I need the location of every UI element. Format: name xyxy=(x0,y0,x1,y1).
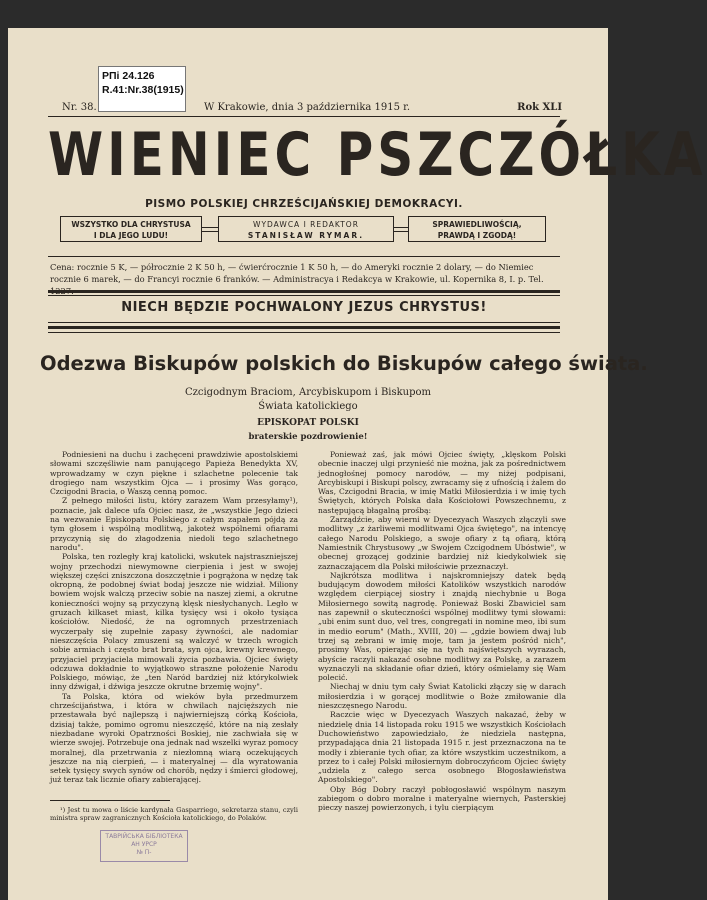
footnote: ¹) Jest tu mowa o liście kardynała Gasparriego, sekretarza stanu, czyli ministra spraw zagranicznych Kościoła katolickiego, do Polaków. xyxy=(50,806,298,822)
archive-label xyxy=(98,66,186,112)
motto-connector xyxy=(394,227,408,232)
issue-date: W Krakowie, dnia 3 października 1915 r. xyxy=(204,102,411,113)
paragraph: Niechaj w dniu tym cały Świat Katolicki złączy się w darach miłosierdzia i w gorącej modlitwie o Boże zmiłowanie dla nieszczęsnego Narodu. xyxy=(318,682,566,711)
issue-year: Rok XLI xyxy=(517,102,562,113)
archive-label-line1: PПi 24.126 xyxy=(102,70,155,82)
library-stamp xyxy=(100,830,188,862)
motto-right-line1: SPRAWIEDLIWOŚCIĄ, xyxy=(432,220,522,229)
greeting: NIECH BĘDZIE POCHWALONY JEZUS CHRYSTUS! xyxy=(121,300,487,315)
sender: EPISKOPAT POLSKI xyxy=(257,418,359,428)
article-column-right xyxy=(318,450,566,813)
masthead-top-rule xyxy=(48,116,560,117)
paragraph: Zarządźcie, aby wierni w Dyecezyach Waszych złączyli swe modlitwy „z żarliwemi modlitwami Ojca świętego", na intencyę całego Narodu Polskiego, a swoje ofiary z tą ofiarą, którą Namiestnik Chrystusowy „w Swojem Czcigodnem Ubóstwie", w obecnej grozącej godzinie bardziej niż kiedykolwiek się zaznaczającem dla Polski miłościwie przeznaczył. xyxy=(318,515,566,571)
masthead-title: WIENIEC PSZCZÓŁKA xyxy=(48,120,707,190)
rule xyxy=(48,326,560,329)
address-line2: Świata katolickiego xyxy=(258,401,358,412)
rule xyxy=(48,332,560,333)
address-line1: Czcigodnym Braciom, Arcybiskupom i Biskupom xyxy=(184,387,432,398)
motto-connector xyxy=(202,227,218,232)
rule xyxy=(48,322,560,323)
editor-label: WYDAWCA I REDAKTOR xyxy=(253,220,359,229)
article-column-left xyxy=(50,450,298,785)
paragraph: Polska, ten rozległy kraj katolicki, wskutek najstraszniejszej wojny przechodzi niewymowne cierpienia i jest w swojej większej części zniszczona doszczętnie i pogrążona w nędzę tak okropną, że podobnej świat bodaj jeszcze nie widział. Miliony bowiem wojsk walczą przeciw sobie na naszej ziemi, a okrutne konieczności wojny są przyczyną klęsk niesłychanych. Legło w gruzach kilkaset miast, kilka tysięcy wsi i około tysiąca kościołów. Niedość, że na ogromnych przestrzeniach wyczerpały się zupełnie zapasy żywności, ale nadomiar nieszczęścia Polacy zmuszeni są walczyć w trzech wrogich sobie armiach i często brat brata, syn ojca, krewny krewnego, przyjaciel przyjaciela mimowali życia pozbawia. Ojciec święty odczuwa dokładnie to wyjątkowo straszne położenie Narodu Polskiego, mówiąc, że „ten Naród bardziej niż którykolwiek inny dźwigał, i dźwiga jeszcze okrutne brzemię wojny". xyxy=(50,552,298,692)
rule xyxy=(48,256,560,257)
paragraph: Raczcie więc w Dyecezyach Waszych nakazać, żeby w niedzielę dnia 14 listopada roku 1915 we wszystkich Kościołach Duchowieństwo zapowiedziało, że niedziela następna, przypadająca dnia 21 listopada 1915 r. jest przeznaczona na te modły i zbieranie tych ofiar, za które wszystkim uczestnikom, a przez to i całej Polski miłosiernym dobroczyńcom Ojciec święty „udziela z całego serca osobnego Błogosławieństwa Apostolskiego". xyxy=(318,710,566,785)
article-headline: Odezwa Biskupów polskich do Biskupów całego świata. xyxy=(40,352,648,375)
newspaper-page xyxy=(8,28,707,900)
prices-line1: Cena: rocznie 5 K, — półrocznie 2 K 50 h, — ćwierćrocznie 1 K 50 h, — do Ameryki rocznie 2 dolary, — do Niemiec xyxy=(50,262,534,272)
motto-left-line2: I DLA JEGO LUDU! xyxy=(93,231,169,240)
paragraph: Najkrótsza modlitwa i najskromniejszy datek będą budującym dowodem miłości Katolików wszystkich narodów względem cierpiącej siostry i znajdą niechybnie u Boga Miłosiernego sowitą nagrodę. Ponieważ Boski Zbawiciel sam nas zapewnił o skuteczności wspólnej modlitwy tymi słowami: „ubi enim sunt duo, vel tres, congregati in nomine meo, ibi sum in medio eorum" (Math., XVIII, 20) — „gdzie bowiem dwaj lub trzej są zebrani w imię moje, tam ja jestem pośród nich", prosimy Was, opierając się na tych najświętszych wyrazach, abyście raczyli nakazać osobne modlitwy za Polskę, a zarazem wyznaczyli na składanie ofiar dzień, który ośmielamy się Wam polecić. xyxy=(318,570,566,683)
motto-left-line1: WSZYSTKO DLA CHRYSTUSA xyxy=(71,220,191,229)
stamp-line2: АН УРСР xyxy=(131,841,157,848)
editor-name: STANISŁAW RYMAR. xyxy=(247,231,365,240)
paragraph: Podniesieni na duchu i zachęceni prawdziwie apostolskiemi słowami szczęśliwie nam panującego Papieża Benedykta XV, wprowadzamy w czyn piękne i szlachetne polecenie tak drogiego nam wszystkim Ojca — i prosimy Was gorąco, Czcigodni Bracia, o Waszą cenną pomoc. xyxy=(50,450,298,497)
paragraph: Oby Bóg Dobry raczył pobłogosławić wspólnym naszym zabiegom o dobro moralne i materyalne wiernych, Pasterskiej pieczy naszej powierzonych, i tylu cierpiącym xyxy=(318,784,566,813)
prices-line2: rocznie 6 marek, — do Francyi rocznie 6 franków. — Administracya i Redakcya w Krakowie, ul. Kopernika 8, I. p. Tel. xyxy=(50,274,544,284)
footnote-rule xyxy=(50,800,170,801)
archive-label-line2: R.41:Nr.38(1915) xyxy=(102,84,184,96)
paragraph: Z pełnego miłości listu, który zarazem Wam przesyłamy¹), poznacie, jak dalece ufa Ojciec nasz, że „wszystkie Jego dzieci na wezwanie Episkopatu Polskiego z całym zapałem pójdą za tym głosem i wspólną modlitwą, jakoteż wspólnemi ofiarami przyczynią się do złagodzenia niedoli tego szlachetnego narodu". xyxy=(50,496,298,552)
rule xyxy=(48,295,560,296)
motto-right xyxy=(408,216,546,242)
paragraph: Ta Polska, która od wieków była przedmurzem chrześcijaństwa, i która w chwilach najcięższych nie przestawała być najlepszą i najwierniejszą córką Kościoła, dzisiaj także, pomimo ogromu nieszczęść, które na nią zesłały niezbadane wyroki Opatrzności Boskiej, nie zachwiała się w wierze swojej. Potrzebuje ona jednak nad wszelki wyraz pomocy moralnej, dla przetrwania z niezłomną wiarą oczekujących jeszcze na nią cierpień, — i materyalnej — dla wyratowania setek tysięcy swych synów od chorób, nędzy i śmierci głodowej, już teraz tak licznie ofiary zabierającej. xyxy=(50,691,298,785)
issue-number: Nr. 38. xyxy=(62,102,97,113)
stamp-line3: № П- xyxy=(136,849,152,856)
regards: braterskie pozdrowienie! xyxy=(248,432,368,442)
stamp-line1: ТАВРІЙСЬКА БІБЛІОТЕКА xyxy=(105,833,183,840)
paragraph: Ponieważ zaś, jak mówi Ojciec święty, „klęskom Polski obecnie inaczej ulgi przynieść nie można, jak za pośrednictwem jednogłośnej pomocy narodów, — my niżej podpisani, Arcybiskupi i Biskupi polscy, zwracamy się z ufnością i żalem do Was, Czcigodni Bracia, w imię Matki Miłosierdzia i w imię tych Świętych, których Polska dała Kościołowi Powszechnemu, z następującą błagalną prośbą: xyxy=(318,450,566,515)
rule xyxy=(48,290,560,293)
motto-left xyxy=(60,216,202,242)
motto-right-line2: PRAWDĄ I ZGODĄ! xyxy=(437,231,517,240)
masthead-subtitle: PISMO POLSKIEJ CHRZEŚCIJAŃSKIEJ DEMOKRACYI. xyxy=(145,198,463,210)
motto-center xyxy=(218,216,394,242)
